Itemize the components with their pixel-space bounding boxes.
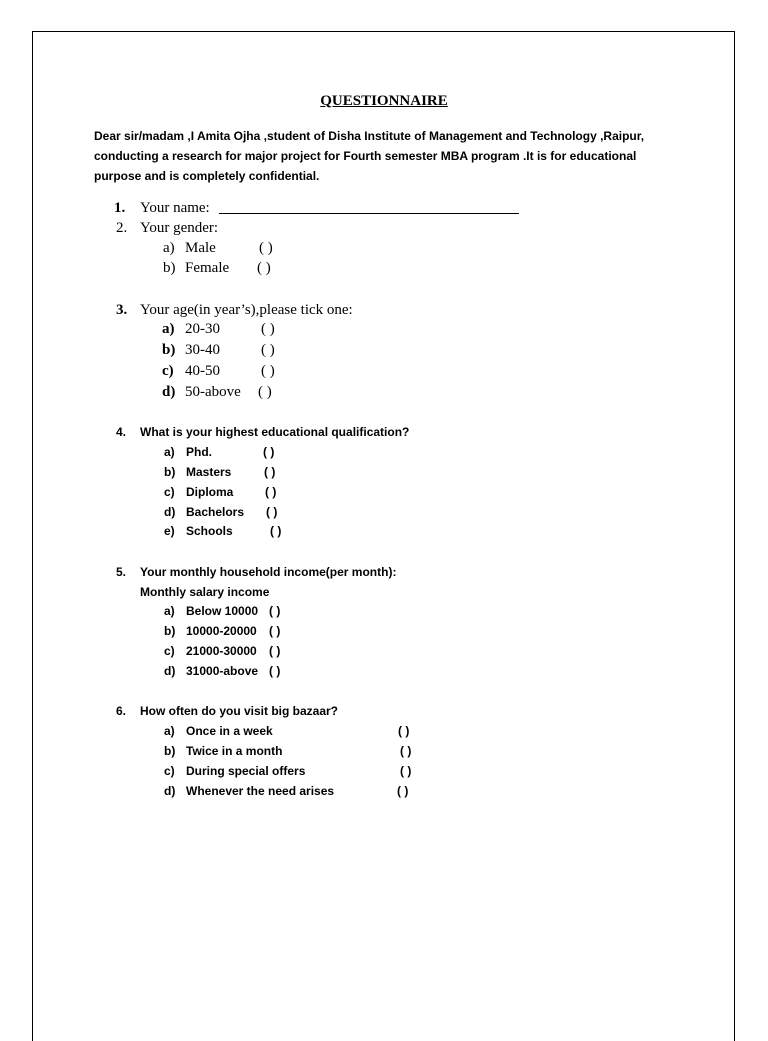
question-subtext: Monthly salary income (140, 585, 270, 599)
option-letter: d) (164, 505, 176, 519)
intro-paragraph: Dear sir/madam ,I Amita Ojha ,student of Disha Institute of Management and Technology ,Raipur, conducting a research for major project for Fourth semester MBA program .It is for educational purpose and is completely confidential. (94, 129, 645, 183)
option-letter: b) (162, 342, 176, 358)
option-checkbox[interactable]: ( ) (269, 624, 281, 638)
option-letter: c) (164, 764, 175, 778)
option-checkbox[interactable]: ( ) (261, 363, 275, 379)
question-text: Your monthly household income(per month): (140, 565, 397, 579)
option-checkbox[interactable]: ( ) (263, 445, 275, 459)
option-letter: b) (164, 624, 176, 638)
option-label: Female (185, 260, 230, 276)
option-checkbox[interactable]: ( ) (266, 505, 278, 519)
question-text: Your name: (140, 200, 210, 216)
option-letter: d) (162, 384, 176, 400)
question-text: What is your highest educational qualification? (140, 425, 410, 439)
option-label: Bachelors (186, 505, 245, 519)
option-label: Diploma (186, 485, 234, 499)
question-text: How often do you visit big bazaar? (140, 704, 339, 718)
option-letter: b) (164, 744, 176, 758)
option-checkbox[interactable]: ( ) (400, 744, 412, 758)
option-label: Below 10000 (186, 604, 259, 618)
option-label: Schools (186, 524, 233, 538)
option-checkbox[interactable]: ( ) (397, 784, 409, 798)
option-checkbox[interactable]: ( ) (400, 764, 412, 778)
question-number: 1. (114, 200, 126, 216)
option-letter: b) (163, 260, 176, 276)
option-label: Whenever the need arises (186, 784, 335, 798)
option-label: Masters (186, 465, 232, 479)
option-label: 31000-above (186, 664, 259, 678)
question-number: 6. (116, 704, 127, 718)
option-checkbox[interactable]: ( ) (269, 644, 281, 658)
option-checkbox[interactable]: ( ) (270, 524, 282, 538)
option-letter: b) (164, 465, 176, 479)
option-checkbox[interactable]: ( ) (257, 260, 271, 276)
option-checkbox[interactable]: ( ) (258, 384, 272, 400)
option-label: During special offers (186, 764, 306, 778)
option-label: 20-30 (185, 321, 220, 337)
option-checkbox[interactable]: ( ) (398, 724, 410, 738)
option-checkbox[interactable]: ( ) (259, 240, 273, 256)
option-label: 30-40 (185, 342, 220, 358)
option-letter: c) (164, 644, 175, 658)
option-checkbox[interactable]: ( ) (261, 342, 275, 358)
question-text: Your gender: (140, 220, 219, 236)
option-letter: c) (164, 485, 175, 499)
option-letter: a) (164, 445, 175, 459)
option-checkbox[interactable]: ( ) (269, 604, 281, 618)
option-letter: d) (164, 664, 176, 678)
option-label: Once in a week (186, 724, 273, 738)
question-number: 2. (116, 220, 128, 236)
option-label: Male (185, 240, 216, 256)
option-checkbox[interactable]: ( ) (265, 485, 277, 499)
option-letter: a) (163, 240, 175, 256)
option-label: 10000-20000 (186, 624, 257, 638)
option-letter: a) (164, 604, 175, 618)
option-letter: a) (162, 321, 175, 337)
option-letter: a) (164, 724, 175, 738)
question-number: 3. (116, 302, 128, 318)
option-checkbox[interactable]: ( ) (269, 664, 281, 678)
option-letter: d) (164, 784, 176, 798)
option-label: Twice in a month (186, 744, 283, 758)
option-label: 40-50 (185, 363, 220, 379)
option-checkbox[interactable]: ( ) (261, 321, 275, 337)
option-letter: e) (164, 524, 175, 538)
option-label: 21000-30000 (186, 644, 257, 658)
question-number: 5. (116, 565, 127, 579)
option-label: Phd. (186, 445, 212, 459)
name-input-line[interactable] (219, 213, 519, 214)
option-label: 50-above (185, 384, 241, 400)
question-number: 4. (116, 425, 127, 439)
option-letter: c) (162, 363, 174, 379)
page-title: QUESTIONNAIRE (320, 93, 448, 109)
question-text: Your age(in year’s),please tick one: (140, 302, 353, 318)
option-checkbox[interactable]: ( ) (264, 465, 276, 479)
